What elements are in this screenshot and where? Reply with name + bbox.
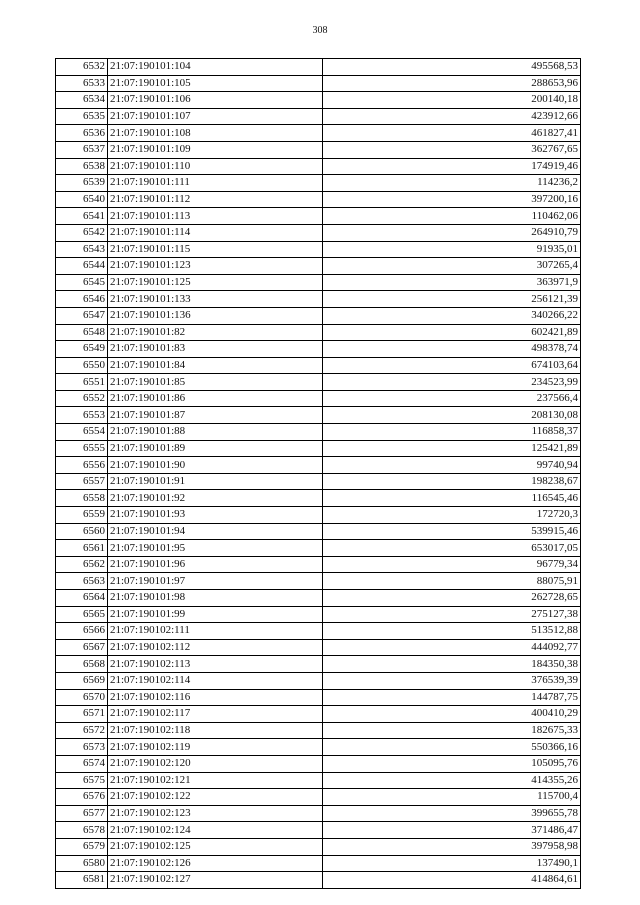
table-row	[56, 606, 581, 623]
row-number-cell: 6560	[56, 523, 108, 540]
value-cell: 495568,53	[323, 59, 581, 76]
value-cell: 198238,67	[323, 473, 581, 490]
value-cell: 399655,78	[323, 805, 581, 822]
value-cell: 397958,98	[323, 838, 581, 855]
row-number-cell: 6558	[56, 490, 108, 507]
table-row	[56, 158, 581, 175]
row-number-cell: 6566	[56, 623, 108, 640]
table-row	[56, 125, 581, 142]
value-cell: 99740,94	[323, 457, 581, 474]
table-row	[56, 341, 581, 358]
value-cell: 539915,46	[323, 523, 581, 540]
table-row	[56, 523, 581, 540]
cadastral-number-cell: 21:07:190102:125	[108, 838, 323, 855]
table-row	[56, 772, 581, 789]
table-row	[56, 672, 581, 689]
cadastral-number-cell: 21:07:190101:105	[108, 75, 323, 92]
value-cell: 653017,05	[323, 540, 581, 557]
value-cell: 513512,88	[323, 623, 581, 640]
cadastral-number-cell: 21:07:190101:82	[108, 324, 323, 341]
table-row	[56, 473, 581, 490]
value-cell: 363971,9	[323, 274, 581, 291]
table-row	[56, 307, 581, 324]
value-cell: 307265,4	[323, 258, 581, 275]
table-row	[56, 59, 581, 76]
cadastral-number-cell: 21:07:190101:125	[108, 274, 323, 291]
cadastral-number-cell: 21:07:190101:113	[108, 208, 323, 225]
cadastral-number-cell: 21:07:190101:133	[108, 291, 323, 308]
row-number-cell: 6542	[56, 224, 108, 241]
cadastral-number-cell: 21:07:190101:91	[108, 473, 323, 490]
value-cell: 602421,89	[323, 324, 581, 341]
row-number-cell: 6564	[56, 590, 108, 607]
value-cell: 362767,65	[323, 141, 581, 158]
table-row	[56, 141, 581, 158]
cadastral-number-cell: 21:07:190101:111	[108, 175, 323, 192]
row-number-cell: 6556	[56, 457, 108, 474]
table-row	[56, 755, 581, 772]
table-row	[56, 855, 581, 872]
value-cell: 371486,47	[323, 822, 581, 839]
row-number-cell: 6545	[56, 274, 108, 291]
table-row	[56, 457, 581, 474]
row-number-cell: 6544	[56, 258, 108, 275]
row-number-cell: 6568	[56, 656, 108, 673]
row-number-cell: 6552	[56, 390, 108, 407]
table-row	[56, 440, 581, 457]
value-cell: 550366,16	[323, 739, 581, 756]
table-row	[56, 822, 581, 839]
row-number-cell: 6579	[56, 838, 108, 855]
page-number: 308	[312, 25, 328, 36]
cadastral-number-cell: 21:07:190102:112	[108, 639, 323, 656]
table-row	[56, 872, 581, 889]
cadastral-number-cell: 21:07:190101:89	[108, 440, 323, 457]
value-cell: 264910,79	[323, 224, 581, 241]
table-row	[56, 274, 581, 291]
row-number-cell: 6553	[56, 407, 108, 424]
table-row	[56, 208, 581, 225]
row-number-cell: 6549	[56, 341, 108, 358]
cadastral-number-cell: 21:07:190102:113	[108, 656, 323, 673]
row-number-cell: 6533	[56, 75, 108, 92]
value-cell: 174919,46	[323, 158, 581, 175]
cadastral-number-cell: 21:07:190101:86	[108, 390, 323, 407]
table-row	[56, 789, 581, 806]
cadastral-number-cell: 21:07:190102:127	[108, 872, 323, 889]
row-number-cell: 6548	[56, 324, 108, 341]
row-number-cell: 6543	[56, 241, 108, 258]
cadastral-number-cell: 21:07:190101:95	[108, 540, 323, 557]
value-cell: 105095,76	[323, 755, 581, 772]
table-row	[56, 689, 581, 706]
row-number-cell: 6546	[56, 291, 108, 308]
cadastral-number-cell: 21:07:190101:94	[108, 523, 323, 540]
row-number-cell: 6570	[56, 689, 108, 706]
table-row	[56, 92, 581, 109]
value-cell: 110462,06	[323, 208, 581, 225]
table-row	[56, 291, 581, 308]
value-cell: 237566,4	[323, 390, 581, 407]
cadastral-number-cell: 21:07:190102:118	[108, 722, 323, 739]
value-cell: 423912,66	[323, 108, 581, 125]
value-cell: 414355,26	[323, 772, 581, 789]
table-row	[56, 540, 581, 557]
row-number-cell: 6562	[56, 556, 108, 573]
cadastral-number-cell: 21:07:190101:109	[108, 141, 323, 158]
table-row	[56, 556, 581, 573]
value-cell: 498378,74	[323, 341, 581, 358]
row-number-cell: 6567	[56, 639, 108, 656]
table-row	[56, 573, 581, 590]
cadastral-number-cell: 21:07:190102:117	[108, 706, 323, 723]
row-number-cell: 6540	[56, 191, 108, 208]
cadastral-number-cell: 21:07:190101:92	[108, 490, 323, 507]
value-cell: 125421,89	[323, 440, 581, 457]
row-number-cell: 6571	[56, 706, 108, 723]
cadastral-number-cell: 21:07:190101:107	[108, 108, 323, 125]
data-table	[55, 58, 581, 889]
row-number-cell: 6580	[56, 855, 108, 872]
cadastral-number-cell: 21:07:190102:121	[108, 772, 323, 789]
table-row	[56, 805, 581, 822]
row-number-cell: 6554	[56, 424, 108, 441]
value-cell: 115700,4	[323, 789, 581, 806]
cadastral-number-cell: 21:07:190102:119	[108, 739, 323, 756]
table-row	[56, 407, 581, 424]
value-cell: 137490,1	[323, 855, 581, 872]
row-number-cell: 6539	[56, 175, 108, 192]
table-row	[56, 175, 581, 192]
value-cell: 96779,34	[323, 556, 581, 573]
cadastral-number-cell: 21:07:190101:87	[108, 407, 323, 424]
row-number-cell: 6581	[56, 872, 108, 889]
cadastral-number-cell: 21:07:190101:114	[108, 224, 323, 241]
cadastral-number-cell: 21:07:190101:136	[108, 307, 323, 324]
row-number-cell: 6532	[56, 59, 108, 76]
row-number-cell: 6577	[56, 805, 108, 822]
table-row	[56, 390, 581, 407]
value-cell: 88075,91	[323, 573, 581, 590]
cadastral-number-cell: 21:07:190102:120	[108, 755, 323, 772]
table-row	[56, 722, 581, 739]
table-row	[56, 191, 581, 208]
cadastral-number-cell: 21:07:190101:108	[108, 125, 323, 142]
table-row	[56, 258, 581, 275]
table-row	[56, 357, 581, 374]
row-number-cell: 6572	[56, 722, 108, 739]
row-number-cell: 6541	[56, 208, 108, 225]
cadastral-number-cell: 21:07:190101:97	[108, 573, 323, 590]
cadastral-number-cell: 21:07:190101:96	[108, 556, 323, 573]
value-cell: 116858,37	[323, 424, 581, 441]
value-cell: 116545,46	[323, 490, 581, 507]
cadastral-number-cell: 21:07:190101:106	[108, 92, 323, 109]
row-number-cell: 6575	[56, 772, 108, 789]
value-cell: 172720,3	[323, 507, 581, 524]
value-cell: 376539,39	[323, 672, 581, 689]
cadastral-number-cell: 21:07:190101:85	[108, 374, 323, 391]
value-cell: 275127,38	[323, 606, 581, 623]
cadastral-number-cell: 21:07:190101:88	[108, 424, 323, 441]
row-number-cell: 6555	[56, 440, 108, 457]
table-row	[56, 656, 581, 673]
table-row	[56, 639, 581, 656]
cadastral-number-cell: 21:07:190101:115	[108, 241, 323, 258]
cadastral-number-cell: 21:07:190101:98	[108, 590, 323, 607]
table-row	[56, 241, 581, 258]
row-number-cell: 6565	[56, 606, 108, 623]
value-cell: 114236,2	[323, 175, 581, 192]
cadastral-number-cell: 21:07:190102:111	[108, 623, 323, 640]
cadastral-number-cell: 21:07:190102:122	[108, 789, 323, 806]
cadastral-number-cell: 21:07:190101:110	[108, 158, 323, 175]
table-row	[56, 374, 581, 391]
cadastral-number-cell: 21:07:190101:123	[108, 258, 323, 275]
row-number-cell: 6550	[56, 357, 108, 374]
cadastral-number-cell: 21:07:190102:124	[108, 822, 323, 839]
table-row	[56, 507, 581, 524]
value-cell: 461827,41	[323, 125, 581, 142]
row-number-cell: 6576	[56, 789, 108, 806]
value-cell: 182675,33	[323, 722, 581, 739]
value-cell: 144787,75	[323, 689, 581, 706]
row-number-cell: 6535	[56, 108, 108, 125]
cadastral-number-cell: 21:07:190101:104	[108, 59, 323, 76]
value-cell: 444092,77	[323, 639, 581, 656]
table-row	[56, 838, 581, 855]
row-number-cell: 6574	[56, 755, 108, 772]
row-number-cell: 6559	[56, 507, 108, 524]
row-number-cell: 6534	[56, 92, 108, 109]
cadastral-number-cell: 21:07:190101:83	[108, 341, 323, 358]
table-row	[56, 75, 581, 92]
value-cell: 184350,38	[323, 656, 581, 673]
table-row	[56, 623, 581, 640]
cadastral-number-cell: 21:07:190102:114	[108, 672, 323, 689]
cadastral-number-cell: 21:07:190101:99	[108, 606, 323, 623]
row-number-cell: 6547	[56, 307, 108, 324]
table-row	[56, 490, 581, 507]
value-cell: 208130,08	[323, 407, 581, 424]
value-cell: 414864,61	[323, 872, 581, 889]
cadastral-number-cell: 21:07:190102:123	[108, 805, 323, 822]
table-body	[56, 59, 581, 889]
cadastral-number-cell: 21:07:190101:112	[108, 191, 323, 208]
value-cell: 288653,96	[323, 75, 581, 92]
row-number-cell: 6563	[56, 573, 108, 590]
table-row	[56, 108, 581, 125]
row-number-cell: 6561	[56, 540, 108, 557]
row-number-cell: 6538	[56, 158, 108, 175]
value-cell: 234523,99	[323, 374, 581, 391]
value-cell: 200140,18	[323, 92, 581, 109]
value-cell: 340266,22	[323, 307, 581, 324]
table-row	[56, 706, 581, 723]
cadastral-number-cell: 21:07:190101:90	[108, 457, 323, 474]
row-number-cell: 6573	[56, 739, 108, 756]
value-cell: 256121,39	[323, 291, 581, 308]
cadastral-number-cell: 21:07:190101:93	[108, 507, 323, 524]
row-number-cell: 6537	[56, 141, 108, 158]
row-number-cell: 6536	[56, 125, 108, 142]
cadastral-number-cell: 21:07:190102:126	[108, 855, 323, 872]
table-row	[56, 590, 581, 607]
value-cell: 400410,29	[323, 706, 581, 723]
table-row	[56, 739, 581, 756]
row-number-cell: 6551	[56, 374, 108, 391]
table-row	[56, 424, 581, 441]
row-number-cell: 6569	[56, 672, 108, 689]
cadastral-number-cell: 21:07:190101:84	[108, 357, 323, 374]
table-row	[56, 324, 581, 341]
value-cell: 397200,16	[323, 191, 581, 208]
table-row	[56, 224, 581, 241]
cadastral-number-cell: 21:07:190102:116	[108, 689, 323, 706]
row-number-cell: 6557	[56, 473, 108, 490]
value-cell: 91935,01	[323, 241, 581, 258]
row-number-cell: 6578	[56, 822, 108, 839]
value-cell: 674103,64	[323, 357, 581, 374]
value-cell: 262728,65	[323, 590, 581, 607]
